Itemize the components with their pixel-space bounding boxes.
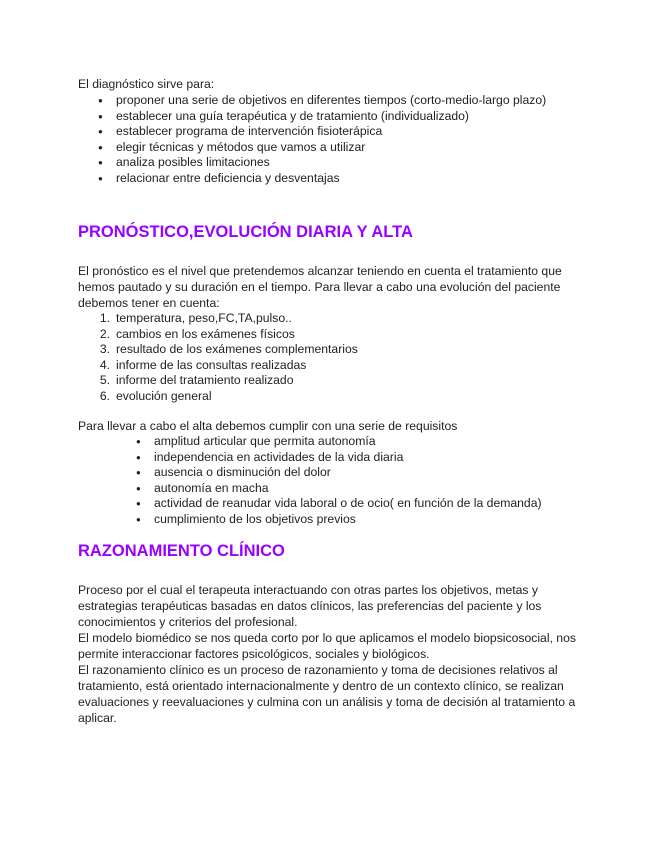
list-item — [99, 388, 358, 405]
paragraph-line: tratamiento, está orientado internacionalmente y dentro de un contexto clínico, se realizan — [78, 679, 564, 693]
paragraph-line: El razonamiento clínico es un proceso de razonamiento y toma de decisiones relativos al — [78, 663, 558, 677]
list-item: ● establecer programa de intervención fisioterápica — [116, 124, 546, 140]
item-number: 1. — [99, 311, 110, 325]
paragraph-line: Proceso por el cual el terapeuta interactuando con otras partes los objetivos, metas y — [78, 583, 538, 597]
list-item: ● independencia en actividades de la vida diaria — [154, 450, 542, 466]
heading-razonamiento: RAZONAMIENTO CLÍNICO — [78, 542, 285, 560]
item-number: 2. — [99, 326, 110, 341]
item-text: temperatura, peso,FC,TA,pulso.. — [116, 311, 292, 325]
paragraph-line: El pronóstico es el nivel que pretendemos alcanzar teniendo en cuenta el tratamiento que — [78, 264, 562, 278]
alta-intro: Para llevar a cabo el alta debemos cumplir con una serie de requisitos — [78, 419, 458, 433]
paragraph-line: aplicar. — [78, 711, 117, 725]
item-text: evolución general — [116, 388, 212, 403]
item-number: 6. — [99, 388, 110, 403]
list-item: ● ausencia o disminución del dolor — [154, 465, 542, 481]
list-item — [99, 357, 358, 374]
item-number: 3. — [99, 342, 110, 357]
item-text: resultado de los exámenes complementarios — [116, 342, 358, 357]
list-item: ● relacionar entre deficiencia y desventajas — [116, 171, 546, 187]
diagnosis-intro: El diagnóstico sirve para: — [78, 77, 215, 91]
pronostico-paragraph — [78, 263, 578, 311]
list-item: ● cumplimiento de los objetivos previos — [154, 512, 542, 528]
list-item: ● amplitud articular que permita autonomía — [154, 434, 542, 450]
paragraph-line: conocimientos y criterios del profesional. — [78, 615, 298, 629]
list-item: ● elegir técnicas y métodos que vamos a utilizar — [116, 140, 546, 156]
list-item — [99, 373, 358, 389]
paragraph-line: El modelo biomédico se nos queda corto por lo que aplicamos el modelo biopsicosocial, nos — [78, 631, 576, 645]
razonamiento-paragraph — [78, 582, 578, 726]
paragraph-line: permite interaccionar factores psicológicos, sociales y biológicos. — [78, 647, 430, 661]
item-text: informe de las consultas realizadas — [116, 357, 307, 372]
evolution-numbered-list — [99, 311, 358, 405]
alta-requirements-list — [154, 434, 542, 528]
list-item: ● proponer una serie de objetivos en diferentes tiempos (corto-medio-largo plazo) — [116, 93, 546, 109]
item-text: cambios en los exámenes físicos — [116, 326, 295, 341]
list-item — [99, 342, 358, 358]
item-number: 4. — [99, 357, 110, 372]
paragraph-line: hemos pautado y su duración en el tiempo. Para llevar a cabo una evolución del paciente — [78, 280, 561, 294]
paragraph-line: estrategias terapéuticas basadas en datos clínicos, las preferencias del paciente y los — [78, 599, 542, 613]
list-item: ● analiza posibles limitaciones — [116, 155, 546, 171]
heading-pronostico: PRONÓSTICO,EVOLUCIÓN DIARIA Y ALTA — [78, 223, 413, 241]
list-item: ● autonomía en macha — [154, 481, 542, 497]
list-item: ● actividad de reanudar vida laboral o de ocio( en función de la demanda) — [154, 496, 542, 512]
list-item — [99, 311, 358, 327]
list-item: ● establecer una guía terapéutica y de tratamiento (individualizado) — [116, 109, 546, 125]
paragraph-line: evaluaciones y reevaluaciones y culmina con un análisis y toma de decisión al tratamiento a — [78, 695, 576, 709]
diagnosis-list — [116, 93, 546, 187]
list-item — [99, 326, 358, 343]
item-number: 5. — [99, 373, 110, 388]
item-text: informe del tratamiento realizado — [116, 373, 294, 388]
paragraph-line: debemos tener en cuenta: — [78, 296, 220, 310]
